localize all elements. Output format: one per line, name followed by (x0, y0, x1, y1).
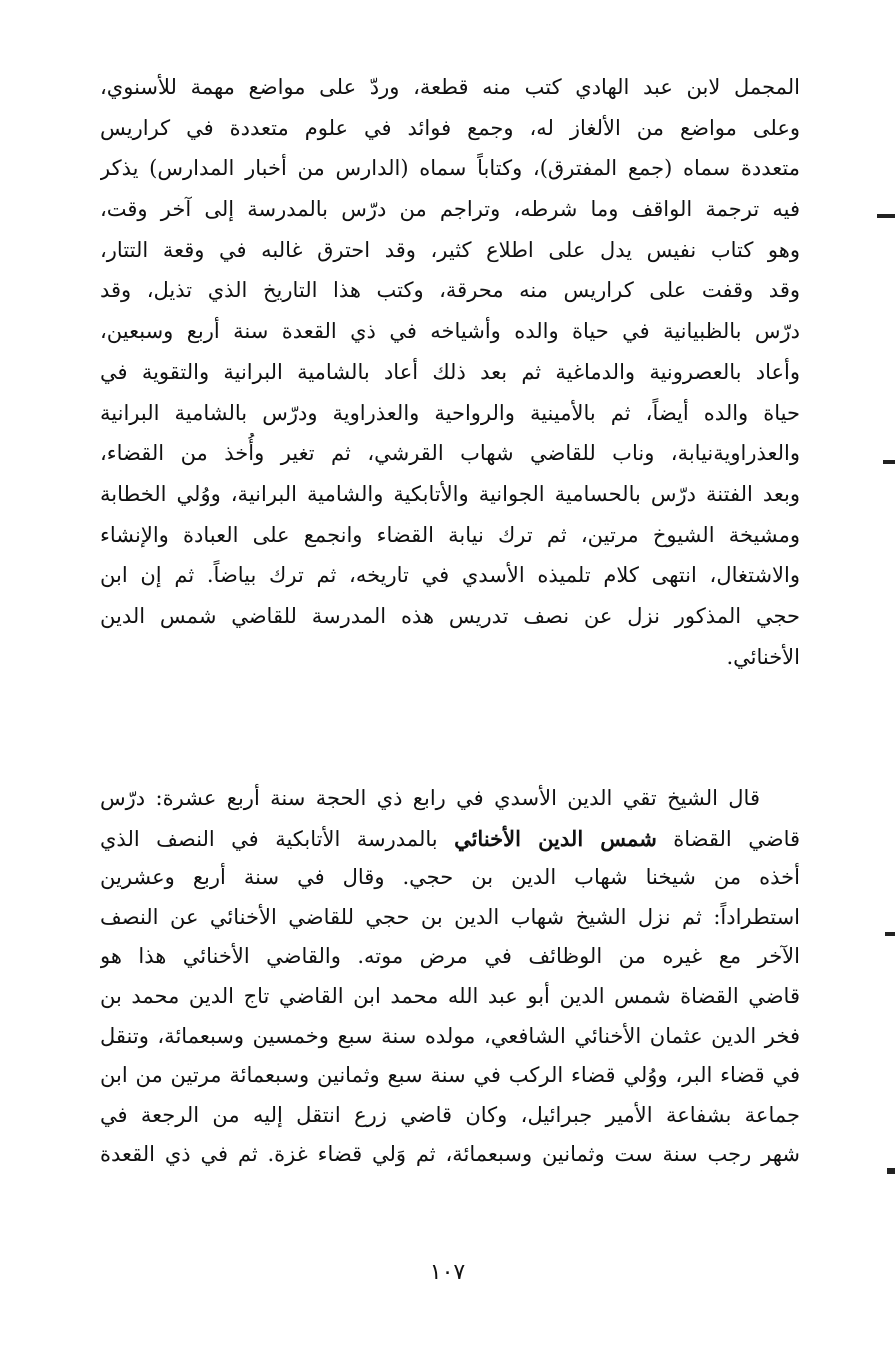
paragraph-1 (100, 67, 800, 677)
page-number: ١٠٧ (429, 1260, 466, 1285)
text-line-with-name (100, 819, 800, 859)
text-line: حياة والده أيضاً، ثم بالأمينية والرواحية والعذراوية ودرّس بالشامية البرانية (100, 400, 800, 425)
text-line: والعذراويةنيابة، وناب للقاضي شهاب القرشي، ثم تغير وأُخذ من القضاء، (100, 441, 800, 466)
text-line: وأعاد بالعصرونية والدماغية ثم بعد ذلك أعاد بالشامية البرانية والتقوية في (100, 359, 800, 384)
text-line: وهو كتاب نفيس يدل على اطلاع كثير، وقد احترق غالبه في وقعة التتار، (100, 237, 800, 262)
text-line: فيه ترجمة الواقف وما شرطه، وتراجم من درّس بالمدرسة إلى آخر وقت، (100, 197, 800, 222)
paragraph-2 (100, 779, 800, 1175)
text-line: فخر الدين عثمان الأخنائي الشافعي، مولده سنة سبع وخمسين وسبعمائة، وتنقل (100, 1023, 800, 1048)
text-line: المجمل لابن عبد الهادي كتب منه قطعة، وردّ على مواضع مهمة للأسنوي، (100, 75, 800, 99)
text-line: وعلى مواضع من الألغاز له، وجمع فوائد في علوم متعددة في كراريس (100, 115, 800, 140)
text-line: درّس بالظبيانية في حياة والده وأشياخه في ذي القعدة سنة أربع وسبعين، (100, 319, 800, 344)
text-line-first: قال الشيخ تقي الدين الأسدي في رابع ذي الحجة سنة أربع عشرة: درّس (100, 786, 760, 810)
text-line: جماعة بشفاعة الأمير جبرائيل، وكان قاضي زرع انتقل إليه من الرجعة في (100, 1102, 800, 1127)
text-line: الآخر مع غيره من الوظائف في مرض موته. والقاضي الأخنائي هذا هو (100, 944, 800, 969)
text-run: بالمدرسة الأتابكية في النصف الذي (100, 826, 455, 851)
text-line: ومشيخة الشيوخ مرتين، ثم ترك نيابة القضاء وانجمع على العبادة والإنشاء (100, 522, 800, 547)
text-line: قاضي القضاة شمس الدين أبو عبد الله محمد ابن القاضي تاج الدين محمد بن (100, 983, 800, 1008)
text-line: متعددة سماه (جمع المفترق)، وكتاباً سماه (الدارس من أخبار المدارس) يذكر (100, 156, 800, 181)
text-line: حجي المذكور نزل عن نصف تدريس هذه المدرسة للقاضي شمس الدين (100, 603, 800, 628)
bold-person-name: شمس الدين الأخنائي (454, 825, 657, 851)
text-line: والاشتغال، انتهى كلام تلميذه الأسدي في تاريخه، ثم ترك بياضاً. ثم إن ابن (100, 563, 800, 588)
text-line: أخذه من شيخنا شهاب الدين بن حجي. وقال في سنة أربع وعشرين (100, 865, 800, 890)
text-line: استطراداً: ثم نزل الشيخ شهاب الدين بن حجي للقاضي الأخنائي عن النصف (100, 904, 800, 929)
text-line: وبعد الفتنة درّس بالحسامية الجوانية والأتابكية والشامية البرانية، ووُلي الخطابة (100, 481, 800, 506)
text-line: شهر رجب سنة ست وثمانين وسبعمائة، ثم وَلي قضاء غزة. ثم في ذي القعدة (100, 1142, 800, 1167)
margin-tick-mark (885, 932, 895, 936)
text-line-last: الأخنائي. (726, 644, 800, 669)
text-run: قاضي القضاة (656, 826, 800, 851)
margin-tick-mark (877, 214, 895, 218)
margin-tick-mark (883, 460, 895, 464)
margin-tick-mark (887, 1168, 895, 1174)
text-line: وقد وقفت على كراريس منه محرقة، وكتب هذا التاريخ الذي تذيل، وقد (100, 278, 800, 303)
text-line: في قضاء البر، ووُلي قضاء الركب في سنة سبع وثمانين وسبعمائة مرتين من ابن (100, 1063, 800, 1088)
